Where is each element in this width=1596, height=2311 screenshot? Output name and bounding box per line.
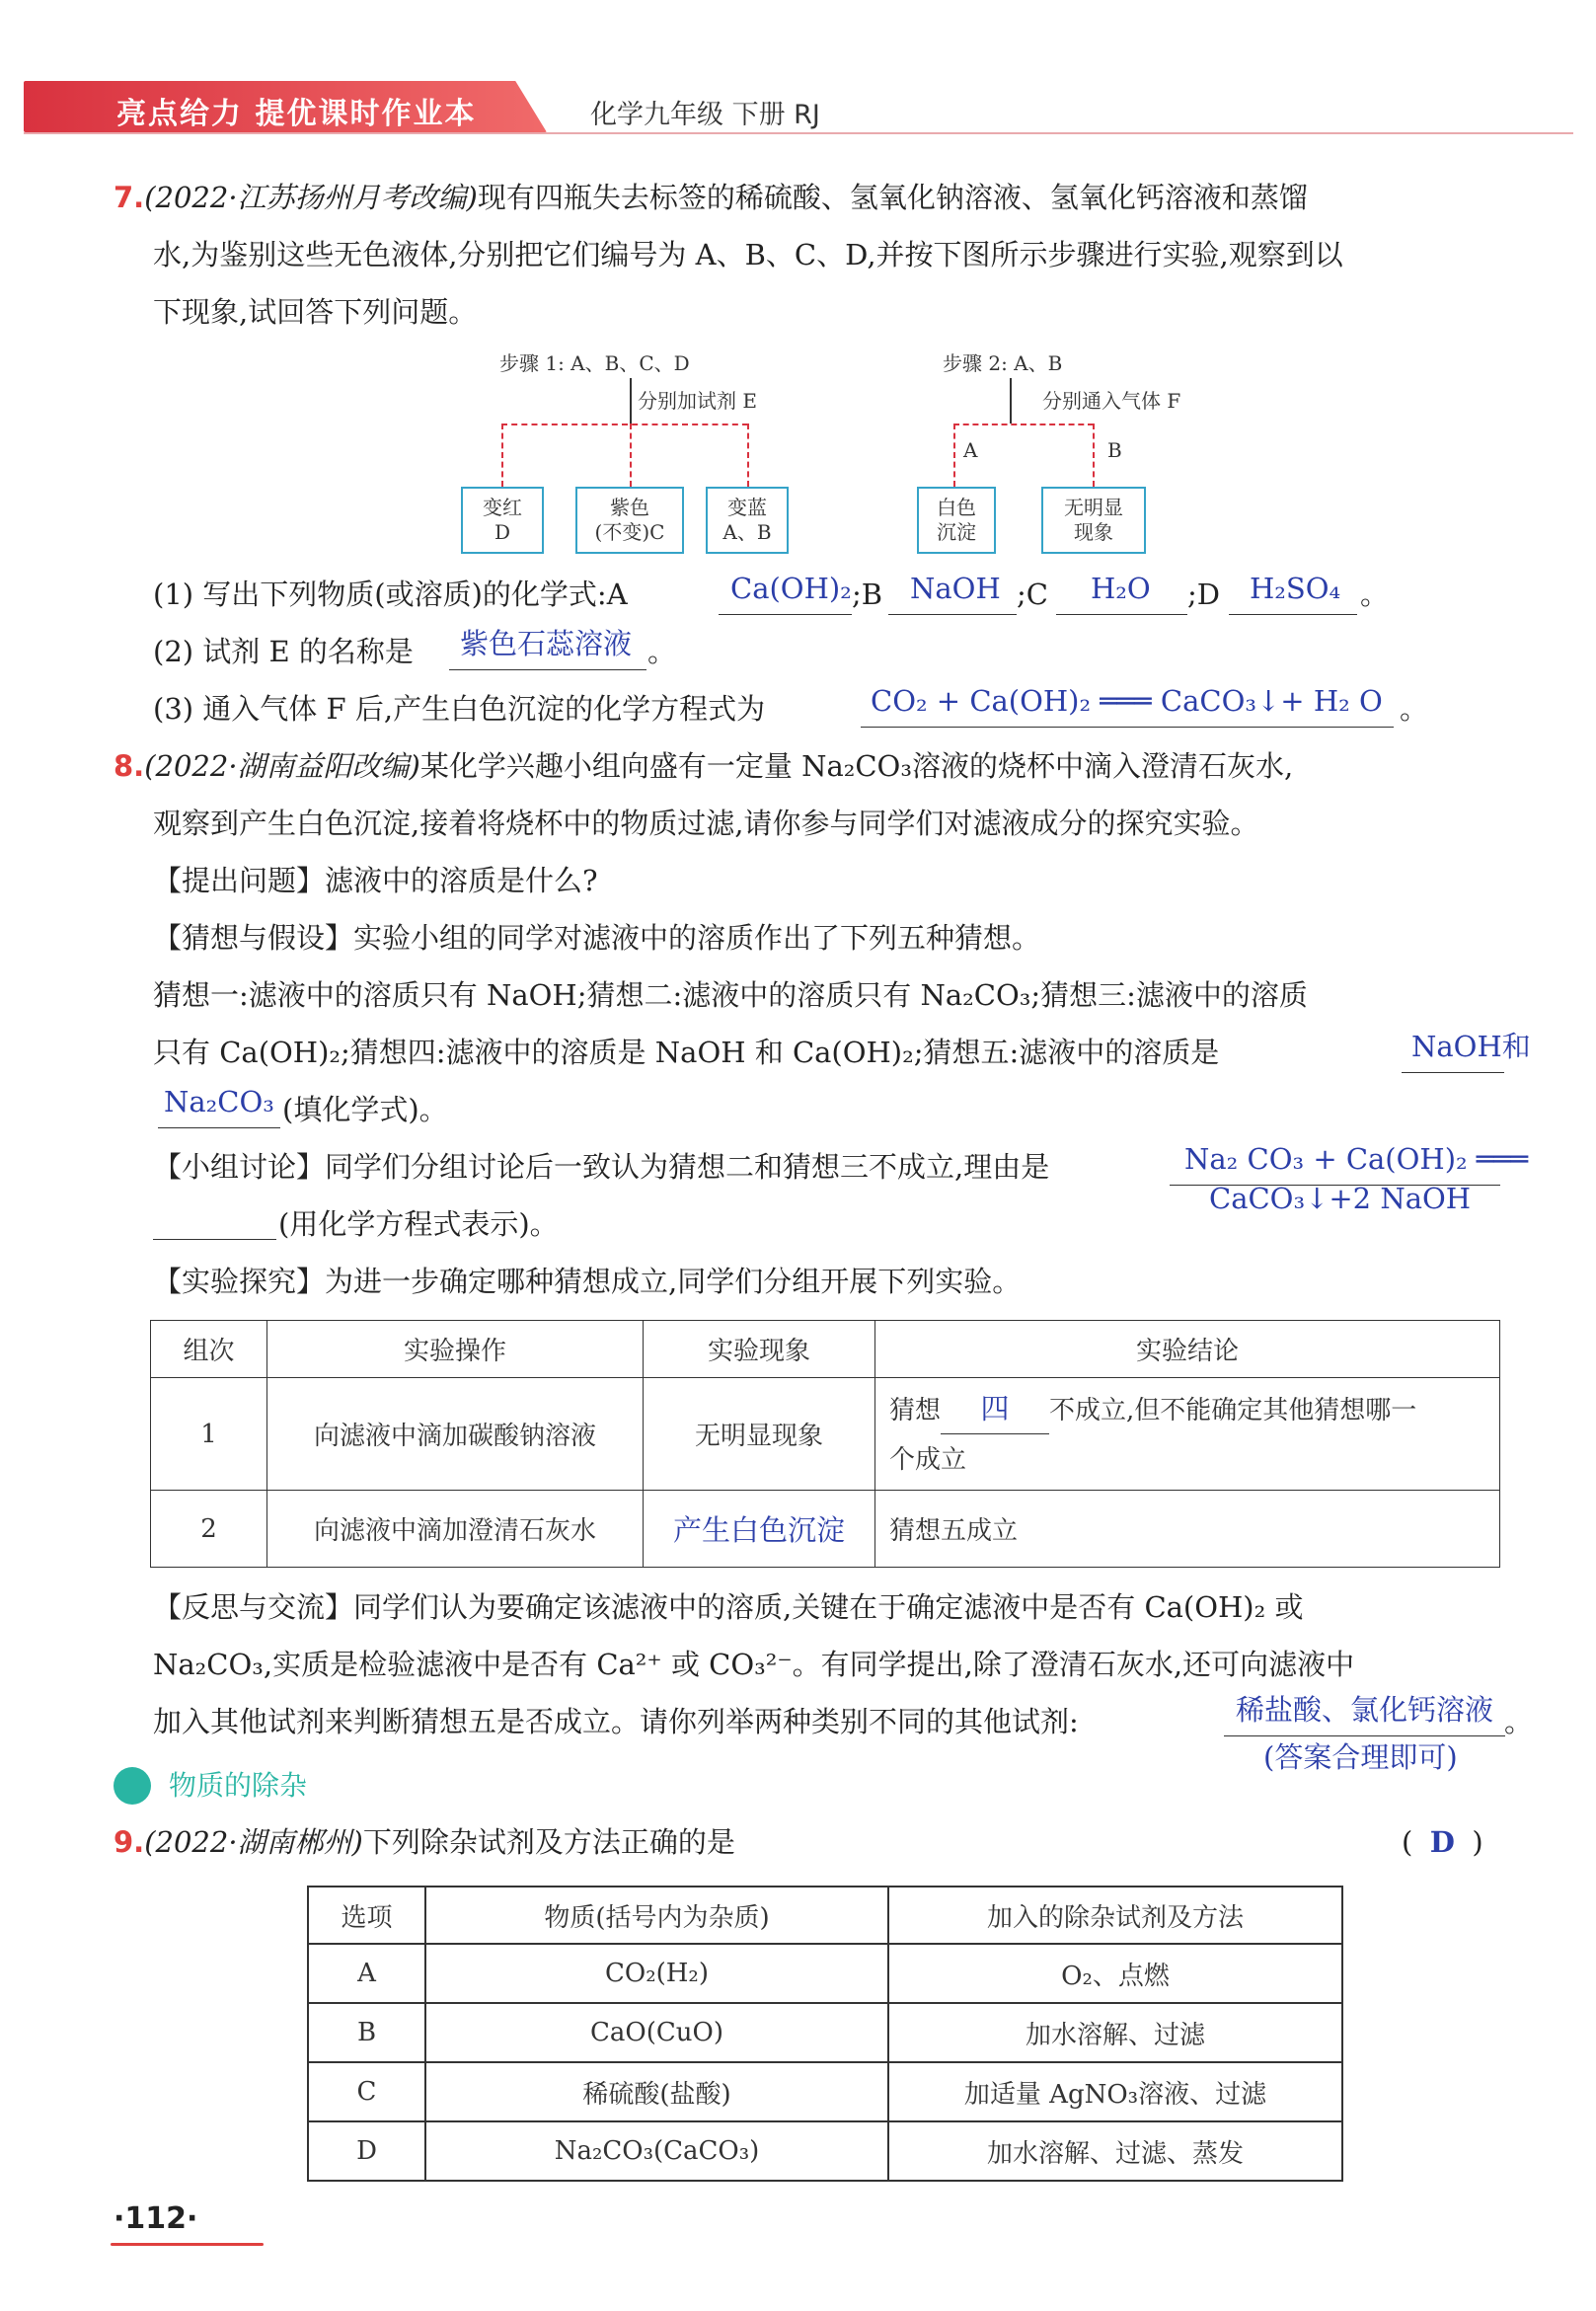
q9-answer-bracket	[1402, 1822, 1483, 1862]
box-purple-text: 紫色	[610, 496, 649, 519]
step1-stem	[630, 378, 632, 424]
box-blue-sub: A、B	[722, 520, 772, 544]
table-row	[308, 1944, 1342, 2003]
q7-p1-end: 。	[1360, 578, 1390, 611]
q7-p1-b: ;B	[852, 578, 883, 611]
header-divider	[24, 132, 1573, 134]
box-white-text: 白色	[937, 496, 976, 519]
q8-discuss-end: (用化学方程式表示)。	[278, 1207, 559, 1241]
step2-branch	[953, 424, 1094, 425]
subject-label: 化学九年级 下册 RJ	[590, 100, 820, 130]
q8-reflect-2: Na₂CO₃,实质是检验滤液中是否有 Ca²⁺ 或 CO₃²⁻。有同学提出,除了澄清石灰水,还可向滤液中	[153, 1648, 1355, 1681]
th-operation: 实验操作	[267, 1321, 644, 1378]
box-red-sub: D	[494, 520, 511, 544]
answer-reagents-2: (答案合理即可)	[1263, 1740, 1458, 1774]
row-b-substance: CaO(CuO)	[425, 2003, 888, 2062]
answer-b: NaOH	[910, 572, 1001, 605]
answer-r2: 产生白色沉淀	[644, 1491, 875, 1568]
q7-p3-end: 。	[1400, 692, 1429, 726]
q8-stem-1: 某化学兴趣小组向盛有一定量 Na₂CO₃溶液的烧杯中滴入澄清石灰水,	[419, 749, 1294, 783]
q9-number: 9.	[114, 1825, 145, 1859]
q7-line1	[114, 178, 1308, 217]
answer-discuss-2: CaCO₃↓+2 NaOH	[1209, 1182, 1472, 1215]
q8-question: 【提出问题】滤液中的溶质是什么?	[153, 864, 598, 897]
r2-operation: 向滤液中滴加澄清石灰水	[267, 1491, 644, 1568]
q8-hypo-1: 猜想一:滤液中的溶质只有 NaOH;猜想二:滤液中的溶质只有 Na₂CO₃;猜想三:滤液中的溶质	[153, 978, 1308, 1012]
th-substance: 物质(括号内为杂质)	[425, 1887, 888, 1944]
blank-h5-2	[158, 1127, 280, 1128]
answer-reagents-1: 稀盐酸、氯化钙溶液	[1236, 1693, 1494, 1727]
blank-b	[888, 614, 1017, 615]
q9-answer: D	[1429, 1825, 1455, 1859]
q9-line1	[114, 1822, 735, 1862]
r1-no: 1	[151, 1378, 267, 1491]
reagent-e-label: 分别加试剂 E	[638, 389, 757, 413]
box-red-text: 变红	[483, 496, 522, 519]
q8-explore: 【实验探究】为进一步确定哪种猜想成立,同学们分组开展下列实验。	[153, 1265, 1022, 1298]
th-group: 组次	[151, 1321, 267, 1378]
q8-hypo-3-end: (填化学式)。	[282, 1093, 448, 1126]
section-number-icon	[114, 1767, 151, 1805]
purification-table	[307, 1886, 1343, 2182]
page-number: ·112·	[114, 2201, 198, 2236]
th-conclusion: 实验结论	[875, 1321, 1500, 1378]
table-header-row	[308, 1887, 1342, 1944]
q8-stem-2: 观察到产生白色沉淀,接着将烧杯中的物质过滤,请你参与同学们对滤液成分的探究实验。	[153, 807, 1259, 840]
blank-c	[1056, 614, 1187, 615]
table-row	[151, 1378, 1500, 1491]
box-white-sub: 沉淀	[937, 520, 976, 544]
step1-arrow-red	[501, 424, 503, 487]
answer-h5-1: NaOH和	[1411, 1030, 1531, 1063]
step1-label: 步骤 1: A、B、C、D	[499, 351, 690, 375]
section-title: 物质的除杂	[169, 1769, 308, 1802]
answer-e: 紫色石蕊溶液	[460, 627, 633, 660]
q7-stem-3: 下现象,试回答下列问题。	[153, 295, 478, 329]
q9-stem: 下列除杂试剂及方法正确的是	[362, 1825, 735, 1859]
answer-a: Ca(OH)₂	[730, 572, 852, 605]
q9-source: (2022·湖南郴州)	[144, 1825, 363, 1859]
answer-d: H₂SO₄	[1250, 572, 1341, 605]
row-c-substance: 稀硫酸(盐酸)	[425, 2062, 888, 2121]
q8-discuss: 【小组讨论】同学们分组讨论后一致认为猜想二和猜想三不成立,理由是	[153, 1150, 1050, 1184]
q7-p1-prefix: (1) 写出下列物质(或溶质)的化学式:A	[153, 578, 628, 611]
r2-conclusion: 猜想五成立	[875, 1491, 1500, 1568]
r1-operation: 向滤液中滴加碳酸钠溶液	[267, 1378, 644, 1491]
answer-h5-2: Na₂CO₃	[164, 1085, 274, 1118]
row-a-option: A	[308, 1944, 425, 2003]
q7-p2-end: 。	[647, 635, 677, 668]
bracket-close: )	[1472, 1825, 1483, 1859]
result-box-purple	[575, 487, 684, 554]
r1-con-pre: 猜想	[889, 1395, 942, 1425]
th-option: 选项	[308, 1887, 425, 1944]
blank-h5-1	[1402, 1072, 1504, 1073]
r1-con-l2: 个成立	[889, 1444, 967, 1475]
q7-p1-c: ;C	[1017, 578, 1048, 611]
step1-arrow-purple	[630, 424, 632, 487]
box-blue-text: 变蓝	[727, 496, 767, 519]
q8-number: 8.	[114, 749, 145, 783]
q7-p2: (2) 试剂 E 的名称是	[153, 635, 414, 668]
experiment-table	[150, 1320, 1500, 1568]
q7-stem-2: 水,为鉴别这些无色液体,分别把它们编号为 A、B、C、D,并按下图所示步骤进行实验,观察到以	[153, 238, 1343, 271]
step2-stem	[1010, 378, 1012, 424]
q7-source: (2022·江苏扬州月考改编)	[144, 181, 478, 214]
answer-equation: CO₂ + Ca(OH)₂ ═══ CaCO₃↓+ H₂ O	[871, 684, 1383, 718]
step2-arrow-a	[953, 424, 955, 487]
result-box-blue	[706, 487, 789, 554]
q8-reflect-end: 。	[1504, 1705, 1534, 1738]
blank-reagents	[1224, 1735, 1505, 1736]
branch-a-label: A	[963, 438, 978, 462]
th-phenomenon: 实验现象	[644, 1321, 875, 1378]
blank-e	[449, 669, 646, 670]
bracket-open: (	[1402, 1825, 1413, 1859]
row-b-option: B	[308, 2003, 425, 2062]
q7-stem-1: 现有四瓶失去标签的稀硫酸、氢氧化钠溶液、氢氧化钙溶液和蒸馏	[477, 181, 1308, 214]
step2-label: 步骤 2: A、B	[943, 351, 1063, 375]
table-row	[308, 2121, 1342, 2181]
result-box-red	[461, 487, 544, 554]
row-d-method: 加水溶解、过滤、蒸发	[888, 2121, 1342, 2181]
footer-underline	[111, 2243, 264, 2246]
blank-d	[1229, 614, 1357, 615]
blank-discuss-2	[153, 1239, 276, 1240]
q8-reflect-1: 【反思与交流】同学们认为要确定该滤液中的溶质,关键在于确定滤液中是否有 Ca(OH)₂ 或	[153, 1590, 1304, 1624]
gas-f-label: 分别通入气体 F	[1042, 389, 1181, 413]
step2-arrow-b	[1093, 424, 1095, 487]
th-method: 加入的除杂试剂及方法	[888, 1887, 1342, 1944]
box-purple-sub: (不变)C	[594, 520, 665, 544]
r1-phenomenon: 无明显现象	[644, 1378, 875, 1491]
table-row	[151, 1491, 1500, 1568]
row-a-substance: CO₂(H₂)	[425, 1944, 888, 2003]
step1-arrow-blue	[747, 424, 749, 487]
q8-hypo-title: 【猜想与假设】实验小组的同学对滤液中的溶质作出了下列五种猜想。	[153, 921, 1041, 955]
branch-b-label: B	[1107, 438, 1122, 462]
r1-con-post: 不成立,但不能确定其他猜想哪一	[1049, 1395, 1417, 1425]
q8-line1	[114, 746, 1293, 786]
blank-a	[719, 614, 852, 615]
r2-no: 2	[151, 1491, 267, 1568]
q8-reflect-3: 加入其他试剂来判断猜想五是否成立。请你列举两种类别不同的其他试剂:	[153, 1705, 1079, 1738]
q7-p1-d: ;D	[1187, 578, 1221, 611]
row-c-option: C	[308, 2062, 425, 2121]
step1-branch	[501, 424, 748, 425]
answer-c: H₂O	[1091, 572, 1151, 605]
book-title: 亮点给力 提优课时作业本	[116, 97, 477, 131]
row-a-method: O₂、点燃	[888, 1944, 1342, 2003]
q7-p3: (3) 通入气体 F 后,产生白色沉淀的化学方程式为	[153, 692, 766, 726]
blank-equation	[861, 727, 1394, 728]
box-none-sub: 现象	[1074, 520, 1113, 544]
q7-number: 7.	[114, 181, 145, 214]
answer-r1: 四	[941, 1384, 1049, 1434]
q8-source: (2022·湖南益阳改编)	[144, 749, 420, 783]
row-d-option: D	[308, 2121, 425, 2181]
answer-discuss-1: Na₂ CO₃ + Ca(OH)₂ ═══	[1184, 1142, 1529, 1176]
table-row	[308, 2062, 1342, 2121]
row-d-substance: Na₂CO₃(CaCO₃)	[425, 2121, 888, 2181]
q8-hypo-2: 只有 Ca(OH)₂;猜想四:滤液中的溶质是 NaOH 和 Ca(OH)₂;猜想五:滤液中的溶质是	[153, 1036, 1220, 1069]
result-box-none	[1041, 487, 1146, 554]
result-box-white	[917, 487, 996, 554]
box-none-text: 无明显	[1064, 496, 1123, 519]
r1-conclusion	[875, 1378, 1500, 1491]
row-b-method: 加水溶解、过滤	[888, 2003, 1342, 2062]
table-row	[308, 2003, 1342, 2062]
row-c-method: 加适量 AgNO₃溶液、过滤	[888, 2062, 1342, 2121]
table-header-row	[151, 1321, 1500, 1378]
